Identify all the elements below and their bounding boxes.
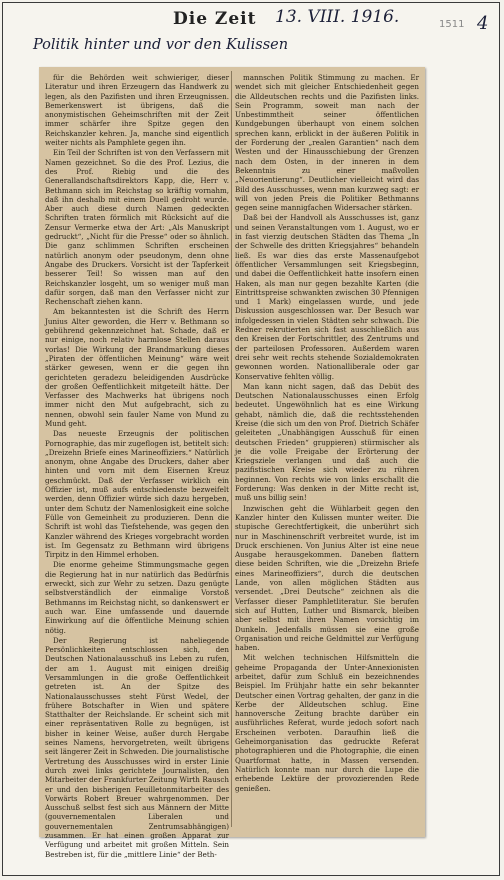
- article-paragraph: Der Regierung ist naheliegende Persönlichkeiten entschlossen sich, den Deutschen Nationalausschuß ins Leben zu rufen, der am 1. August mit einigen dreißig Versammlungen in die große Oeffentlichkeit getreten ist. An der Spitze des Nationalausschusses steht Fürst Wedel, der frühere Botschafter in Wien und spätere Statthalter der Reichslande. Er scheint sich mit einer repräsentativen Rolle zu begnügen, ist bisher in keiner Weise, außer durch Hergabe seines Namens, hervorgetreten, weilt übrigens seit längerer Zeit in Schweden. Die journalistische Vertretung des Ausschusses wird in erster Linie durch zwei links gerichtete Journalisten, den Mitarbeiter der Frankfurter Zeitung Wirth Rausch er und den bisherigen Feuilletonmitarbeiter des Vorwärts Robert Breuer wahrgenommen. Der Ausschuß selbst fest sich aus Männern der Mitte (gouvernementalen Liberalen und gouvernementalen Zentrumsabhängigen) zusammen. Er hat einen großen Apparat zur Verfügung und arbeitet mit großen Mitteln. Sein Bestreben ist, für die „mittlere Linie“ der Beth-: [45, 635, 229, 859]
- article-right-column: [235, 73, 419, 825]
- folio-number: 4: [477, 13, 489, 34]
- article-paragraph: Mit welchen technischen Hilfsmitteln die geheime Propaganda der Unter-Annexionisten arbeitet, dafür zum Schluß ein bezeichnendes Beispiel. Im Frühjahr hatte ein sehr bekannter Deutscher einen Vortrag gehalten, der ganz in die Kerbe der Alldeutschen schlug. Eine hannoversche Zeitung brachte darüber ein ausführliches Referat, wurde jedoch sofort nach Erscheinen verboten. Daraufhin ließ die Geheimorganisation das gedruckte Referat photographieren und die Photographie, die einen Quartformat hatte, in Massen versenden. Natürlich konnte man nur durch die Lupe die erhebende Lektüre der provozierenden Rede genießen.: [235, 653, 419, 793]
- handwritten-title: Politik hinter und vor den Kulissen: [33, 37, 289, 53]
- article-paragraph: für die Behörden weit schwieriger, dieser Literatur und ihren Erzeugern das Handwerk zu legen, als den Pazifisten und ihren Erzeugnissen. Bemerkenswert ist übrigens, daß die anonymistischen Geheimschriften mit der Zeit immer schärfer ihre Spitze gegen den Reichskanzler kehren. Ja, manche sind eigentlich weiter nichts als Pamphlete gegen ihn.: [45, 73, 229, 148]
- article-paragraph: mannschen Politik Stimmung zu machen. Er wendet sich mit gleicher Entschiedenheit gegen die Alldeutschen rechts und die Pazifisten links. Sein Programm, soweit man nach der Unbestimmtheit seiner öffentlichen Kundgebungen überhaupt von einem solchen sprechen kann, erblickt in der äußeren Politik in der Forderung der „realen Garantien“ nach dem Westen und der Hinausschiebung der Grenzen nach dem Osten, in der inneren in dem Bekenntnis zu einer maßvollen „Neuorientierung“. Deutlicher vielleicht wird das Bild des Ausschusses, wenn man kurzweg sagt: er will von jeden Preis die Politiker Bethmanns gegen seine mannigfachen Widersacher stärken.: [235, 73, 419, 213]
- newspaper-masthead: Die Zeit: [173, 9, 257, 29]
- article-paragraph: Ein Teil der Schriften ist von den Verfassern mit Namen gezeichnet. So die des Prof. Lezius, die des Prof. Riebig und die des Generallandschaftsdirektors Kapp, die, Herr v. Bethmann sich im Reichstag so kräftig vornahm, daß ihn deshalb mit einem Duell gedroht wurde. Aber auch diese durch Namen gedeckten Schriften traten förmlich mit Rücksicht auf die Zensur Vermerke etwa der Art: „Als Manuskript gedruckt“, „Nicht für die Presse“ oder so ähnlich. Die ganz schlimmen Schriften erscheinen natürlich anonym oder pseudonym, denn ohne Angabe des Druckers. Vorsicht ist der Tapferkeit besserer Teil! So wissen man auf den Reichskanzler losgeht, um so weniger muß man dafür sorgen, daß man den Verfasser nicht zur Rechenschaft ziehen kann.: [45, 148, 229, 307]
- handwritten-date: 13. VIII. 1916.: [275, 7, 400, 27]
- article-left-column: [45, 73, 229, 859]
- article-paragraph: Daß bei der Handvoll als Ausschusses ist, ganz und seinen Veranstaltungen vom 1. August, wo er in fast vierzig deutschen Städten das Thema „In der Schwelle des dritten Kriegsjahres“ behandeln ließ. Es war dies das erste Massenaufgebot öffentlicher Versammlungen seit Kriegsbeginn, und dabei die Oeffentlichkeit hatte insofern einen Haken, als man nur gegen bezahlte Karten (die Eintrittspreise schwankten zwischen 30 Pfennigen und 1 Mark) eingelassen wurde, und jede Diskussion ausgeschlossen war. Der Besuch war infolgedessen in vielen Städten sehr schwach. Die Redner rekrutierten sich fast ausschließlich aus den Kreisen der Fortschrittler, des Zentrums und der parteilosen Professoren. Außerdem waren drei sehr weit rechts stehende Sozialdemokraten gewonnen worden. Nationalliberale oder gar Konservative fehlten völlig.: [235, 213, 419, 381]
- article-paragraph: Am bekanntesten ist die Schrift des Herrn Junius Alter geworden, die Herr v. Bethmann so gebührend gekennzeichnet hat. Schade, daß er nur einige, noch relativ harmlose Stellen daraus vorlas! Die Wirkung der Brandmarkung dieses „Piraten der öffentlichen Meinung“ wäre weit stärker gewesen, wenn er die gegen ihn gerichteten geradezu beleidigenden Ausdrücke der großen Oeffentlichkeit mitgeteilt hätte. Der Verfasser des Machwerks hat übrigens noch immer nicht den Mut aufgebracht, sich zu nennen, obwohl sein fauler Name von Mund zu Mund geht.: [45, 307, 229, 428]
- archive-sheet: [2, 2, 500, 876]
- article-paragraph: Inzwischen geht die Wühlarbeit gegen den Kanzler hinter den Kulissen munter weiter. Die stupische Gerechtfertigkeit, die unberührt sich nur in Maschinenschrift verbreitet wurde, ist im Druck erschienen. Von Junius Alter ist eine neue Ausgabe herausgekommen. Daneben flattern diese beiden Schriften, wie die „Dreizehn Briefe eines Marineoffiziers“, durch die deutschen Lande, von allen möglichen Städten aus versendet. „Drei Deutsche“ zeichnen als die Verfasser dieser Pamphletliteratur. Sie berufen sich auf Hutten, Luther und Bismarck, bleiben aber selbst mit ihren Namen vorsichtig im Dunkeln. Jedenfalls müssen sie eine große Organisation und reiche Geldmittel zur Verfügung haben.: [235, 503, 419, 653]
- column-divider: [231, 71, 232, 827]
- newspaper-clipping: [39, 67, 425, 859]
- article-paragraph: Die enorme geheime Stimmungsmache gegen die Regierung hat in nur natürlich das Bedürfnis erweckt, sich zur Wehr zu setzen. Dazu genügte selbstverständlich der einmalige Vorstoß Bethmanns im Reichstag nicht, so dankenswert er auch war. Eine umfassende und dauernde Einwirkung auf die öffentliche Meinung schien nötig.: [45, 560, 229, 635]
- article-paragraph: Das neueste Erzeugnis der politischen Pornographie, das mir zugeflogen ist, betitelt sich: „Dreizehn Briefe eines Marineoffiziers.“ Natürlich anonym, ohne Angabe des Druckers, daher aber hinten und vorn mit dem Eisernen Kreuz geschmückt. Daß der Verfasser wirklich ein Offizier ist, muß aufs entschiedenste bezweifelt werden, denn Offizier würde sich dazu hergeben, unter dem Schutz der Namenlosigkeit eine solche Fülle von Gemeinheit zu produzieren. Denn die Schrift ist wohl das Tiefstehende, was gegen den Kanzler während des Krieges vorgebracht worden ist. Im Gegensatz zu Bethmann wird übrigens Tirpitz in den Himmel erhoben.: [45, 429, 229, 560]
- archive-stamp-number: 1511: [439, 19, 465, 30]
- article-paragraph: Man kann nicht sagen, daß das Debüt des Deutschen Nationalausschusses einen Erfolg bedeutet. Ungewöhnlich hat es eine Wirkung gehabt, nämlich die, daß die rechtsstehenden Kreise (die sich um den von Prof. Dietrich Schäfer geleiteten „Unabhängigen Ausschuß für einen deutschen Frieden“ gruppieren) stürmischer als je die volle Freigabe der Erörterung der Kriegsziele verlangen und daß auch die pazifistischen Kreise sich wieder zu rühren beginnen. Von rechts wie von links erschallt die Forderung: Was denken in der Mitte recht ist, muß uns billig sein!: [235, 381, 419, 503]
